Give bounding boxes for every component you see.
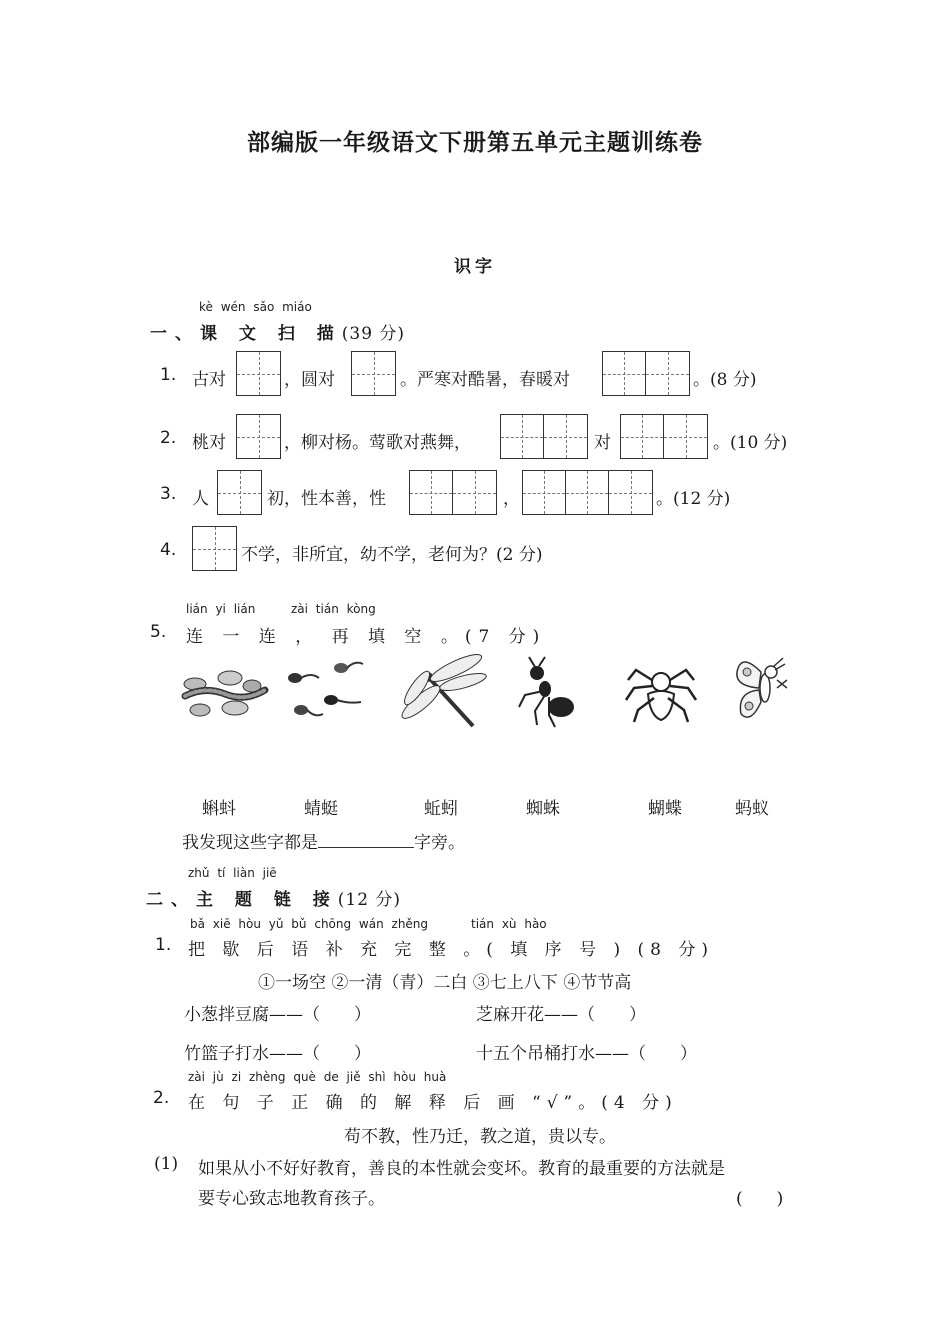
- q5-sentence-b: 字旁。: [414, 833, 465, 853]
- word-mayi: 蚂蚁: [735, 799, 769, 819]
- q2-number: 2.: [160, 428, 177, 448]
- s2q2-item1-line2: 要专心致志地教育孩子。: [198, 1189, 385, 1209]
- q1-score: 。(8 分): [693, 370, 757, 390]
- q5-answer-blank[interactable]: [318, 831, 414, 848]
- s2q1-options: ①一场空 ②一清（青）二白 ③七上八下 ④节节高: [258, 973, 632, 993]
- q5-pinyin-2: zài tián kòng: [291, 602, 376, 616]
- s2q1-pinyin: bǎ xiē hòu yǔ bǔ chōng wán zhěng: [190, 917, 429, 931]
- tadpoles-picture: [283, 656, 368, 726]
- q2-text-c: 对: [594, 433, 611, 453]
- section2-heading: [146, 885, 401, 910]
- subtitle: 识字: [454, 257, 496, 277]
- s2q1-pinyin-2: tián xù hào: [471, 917, 547, 931]
- q5-number: 5.: [150, 622, 167, 642]
- s2q1-number: 1.: [155, 935, 172, 955]
- q2-box-2[interactable]: [500, 414, 588, 459]
- q3-number: 3.: [160, 484, 177, 504]
- ant-picture: [515, 655, 580, 730]
- section1-heading: [150, 319, 405, 344]
- q1-number: 1.: [160, 365, 177, 385]
- s2q2-pinyin: zài jù zi zhèng què de jiě shì hòu huà: [188, 1070, 447, 1084]
- q3-score: 。(12 分): [656, 489, 731, 509]
- q2-score: 。(10 分): [713, 433, 788, 453]
- earthworm-stones-picture: [180, 664, 270, 724]
- q5-sentence-a: 我发现这些字都是: [182, 833, 318, 853]
- section2-label: 二、主 题 链 接: [146, 890, 338, 910]
- page-title: 部编版一年级语文下册第五单元主题训练卷: [247, 130, 703, 156]
- q3-box-3[interactable]: [522, 470, 653, 515]
- butterfly-picture: [733, 652, 793, 727]
- q2-text-a: 桃对: [192, 433, 226, 453]
- spider-picture: [624, 658, 699, 728]
- s2q2-item1-answer[interactable]: ( ): [736, 1189, 784, 1209]
- word-qiuyin: 蚯蚓: [424, 799, 458, 819]
- q1-text-c: 。严寒对酷暑，春暖对: [400, 370, 570, 390]
- word-zhizhu: 蜘蛛: [526, 799, 560, 819]
- q1-box-1[interactable]: [236, 351, 281, 396]
- section1-label: 一、课 文 扫 描: [150, 324, 342, 344]
- q3-box-2[interactable]: [409, 470, 497, 515]
- q4-box-1[interactable]: [192, 526, 237, 571]
- q1-text-a: 古对: [192, 370, 226, 390]
- q4-text: 不学，非所宜，幼不学，老何为？(2 分): [241, 545, 543, 565]
- q5-label: 连 一 连 ， 再 填 空 。(7 分): [186, 627, 547, 647]
- section2-score: (12 分): [337, 890, 402, 910]
- q1-box-2[interactable]: [351, 351, 396, 396]
- s2q1-label: 把 歇 后 语 补 充 完 整 。( 填 序 号 ) (8 分): [188, 940, 714, 960]
- q2-text-b: ，柳对杨。莺歌对燕舞，: [284, 433, 471, 453]
- s2q2-quote: 苟不教，性乃迁，教之道，贵以专。: [344, 1127, 616, 1147]
- s2q1-item-1: 小葱拌豆腐——（ ）: [184, 1005, 371, 1025]
- q3-text-a: 人: [192, 489, 209, 509]
- word-qingting: 蜻蜓: [304, 799, 338, 819]
- word-kedou: 蝌蚪: [202, 799, 236, 819]
- s2q2-item1-number: (1): [154, 1154, 179, 1174]
- q2-box-1[interactable]: [236, 414, 281, 459]
- s2q2-label: 在 句 子 正 确 的 解 释 后 画 “√”。(4 分): [188, 1093, 678, 1113]
- word-hudie: 蝴蝶: [648, 799, 682, 819]
- q5-pinyin-1: lián yi lián: [186, 602, 256, 616]
- s2q1-item-3: 竹篮子打水——（ ）: [184, 1044, 371, 1064]
- section1-pinyin: kè wén sǎo miáo: [199, 300, 312, 314]
- section1-score: (39 分): [341, 324, 406, 344]
- q3-box-1[interactable]: [217, 470, 262, 515]
- s2q1-item-4: 十五个吊桶打水——（ ）: [476, 1044, 697, 1064]
- q3-text-c: ，: [503, 489, 520, 509]
- section2-pinyin: zhǔ tí liàn jiē: [188, 866, 277, 880]
- s2q1-item-2: 芝麻开花——（ ）: [476, 1005, 646, 1025]
- q1-box-3[interactable]: [602, 351, 690, 396]
- s2q2-number: 2.: [153, 1088, 170, 1108]
- q1-text-b: ，圆对: [284, 370, 335, 390]
- q4-number: 4.: [160, 540, 177, 560]
- dragonfly-picture: [401, 652, 491, 732]
- s2q2-item1-line1: 如果从小不好好教育，善良的本性就会变坏。教育的最重要的方法就是: [198, 1159, 725, 1179]
- q5-sentence: [182, 828, 465, 853]
- q3-text-b: 初，性本善，性: [267, 489, 386, 509]
- q2-box-3[interactable]: [620, 414, 708, 459]
